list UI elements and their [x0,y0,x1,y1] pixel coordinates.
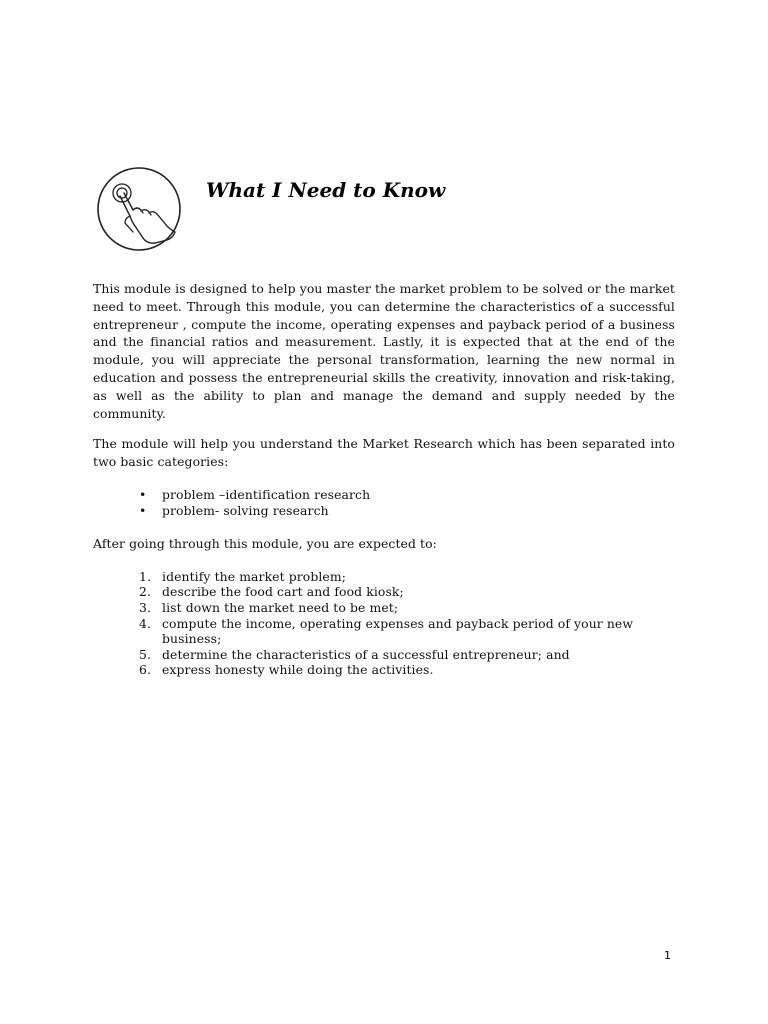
item-number: 3. [139,599,152,615]
hand-tap-icon [95,166,185,252]
list-item: • problem –identification research [93,487,675,504]
objectives-intro: After going through this module, you are expected to: [93,535,437,551]
market-research-paragraph: The module will help you understand the Market Research which has been separated into two basic categories: [93,436,675,470]
research-categories-list [93,487,675,520]
list-item [93,569,675,585]
item-number: 2. [139,584,152,600]
list-item [93,584,675,600]
section-title: What I Need to Know [206,178,446,202]
intro-paragraph: This module is designed to help you master the market problem to be solved or the market need to meet. Through this module, you can determine the characteristics of a successful entrepreneur , compute the income, operating expenses and payback period of a business and the financial ratios and measurement. Lastly, it is expected that at the end of the module, you will appreciate the personal transformation, learning the new normal in education and possess the entrepreneurial skills the creativity, innovation and risk-taking, as well as the ability to plan and manage the demand and supply needed by the community. [93,281,675,421]
list-item: • problem- solving research [93,503,675,520]
list-item [93,600,675,616]
page-number: 1 [664,949,671,962]
item-text: identify the market problem; [162,568,346,584]
item-text: determine the characteristics of a successful entrepreneur; and [162,646,570,662]
item-number: 6. [139,662,152,678]
module-body [93,280,675,678]
objectives-list [93,569,675,678]
item-text: express honesty while doing the activities. [162,662,434,678]
item-number: 5. [139,646,152,662]
item-text: list down the market need to be met; [162,599,399,615]
list-item [93,616,675,647]
item-number: 4. [139,615,152,631]
item-number: 1. [139,568,152,584]
list-item [93,647,675,663]
item-text: compute the income, operating expenses and payback period of your new business; [162,615,634,647]
item-text: describe the food cart and food kiosk; [162,584,404,600]
list-item [93,662,675,678]
